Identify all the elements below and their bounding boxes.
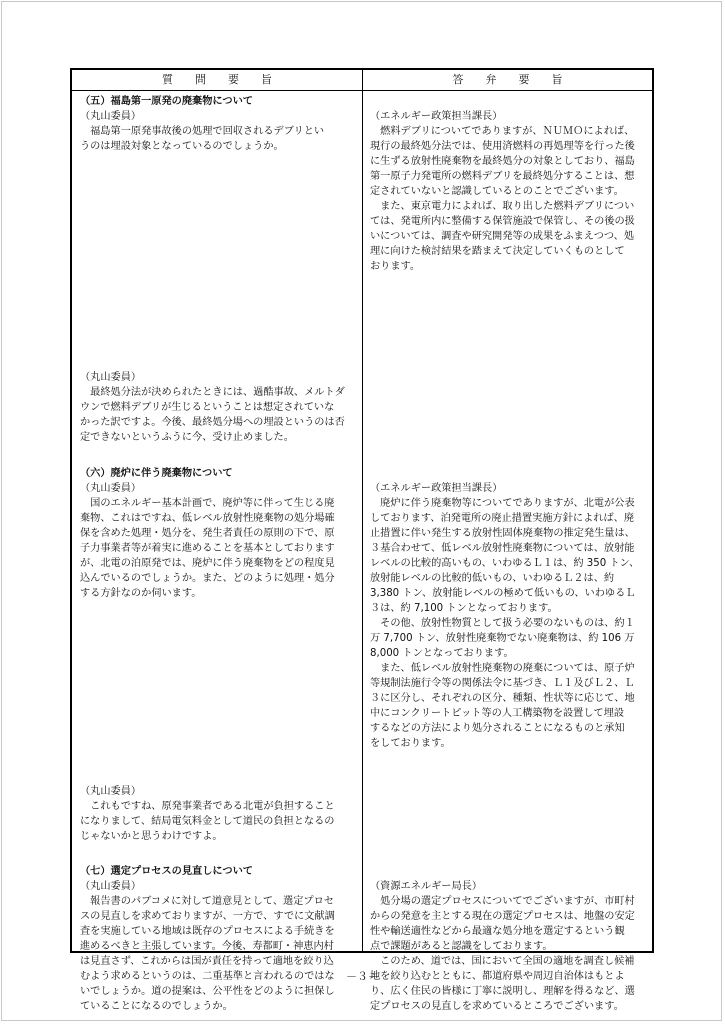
answer-line: 放射能レベルの比較的低いもの、いわゆるＬ２は、約: [370, 573, 615, 584]
section-heading: （五）福島第一原発の廃棄物について: [80, 96, 253, 107]
answer-line: 性や輸送適性などから最適な処分地を選定するという観: [370, 926, 625, 937]
answer-line: 燃料デブリについてでありますが、ＮＵＭＯによれば、: [370, 126, 635, 137]
qa-table: [70, 68, 654, 1012]
answer-block: [370, 481, 650, 751]
column-divider: [362, 70, 363, 951]
section-7: [80, 864, 354, 1014]
answer-line: 地を絞り込むとともに、都道府県や周辺自治体はもとよ: [370, 971, 625, 982]
answer-line: ３に区分し、それぞれの区分、種類、性状等に応じて、地: [370, 693, 635, 704]
answer-line: からの発意を主とする現在の選定プロセスは、地盤の安定: [370, 911, 635, 922]
question-line: する方針なのか伺います。: [80, 588, 202, 599]
answer-line: また、低レベル放射性廃棄物の廃棄については、原子炉: [370, 663, 635, 674]
answer-line: その他、放射性物質として扱う必要のないものは、約１: [370, 618, 635, 629]
question-block: [80, 370, 354, 445]
answer-line: 8,000 トンとなっております。: [370, 648, 514, 659]
speaker-label: （丸山委員）: [80, 483, 142, 494]
question-line: 国のエネルギー基本計画で、廃炉等に伴って生じる廃: [80, 498, 335, 509]
answer-line: ては、発電所内に整備する保管施設で保管し、その後の扱: [370, 216, 635, 227]
answer-line: いについては、調査や研究開発等の成果をふまえつつ、処: [370, 231, 635, 242]
answer-line: 3,380 トン、放射能レベルの極めて低いもの、いわゆるＬ: [370, 588, 636, 599]
answer-line: 処分場の選定プロセスについてでございますが、市町村: [370, 896, 635, 907]
section-6: [80, 466, 354, 601]
question-line: 査を実施している地域は既存のプロセスによる手続きを: [80, 926, 335, 937]
question-line: じゃないかと思うわけですよ。: [80, 831, 223, 842]
question-line: が、北電の泊原発では、廃炉に伴う廃棄物をどの程度見: [80, 558, 335, 569]
question-line: ていることになるのでしょうか。: [80, 1001, 233, 1012]
answer-column-header: 答 弁 要 旨: [452, 73, 563, 86]
speaker-label: （エネルギー政策担当課長）: [370, 111, 503, 122]
question-block: [80, 784, 354, 844]
question-line: スの見直しを求めておりますが、一方で、すでに文献調: [80, 911, 335, 922]
question-line: になりまして、結局電気料金として道民の負担となるの: [80, 816, 335, 827]
question-line: うのは埋設対象となっているのでしょうか。: [80, 141, 284, 152]
answer-line: 点で課題があると認識をしております。: [370, 941, 553, 952]
speaker-label: （資源エネルギー局長）: [370, 881, 483, 892]
answer-block: [370, 109, 650, 274]
question-line: むよう求めるというのは、二重基準と言われるのではな: [80, 971, 335, 982]
answer-line: 中にコンクリートピット等の人工構築物を設置して埋設: [370, 708, 625, 719]
section-heading: （六）廃炉に伴う廃棄物について: [80, 468, 233, 479]
question-line: かった訳ですよ。今後、最終処分場への埋設というのは否: [80, 417, 345, 428]
answer-line: また、東京電力によれば、取り出した燃料デブリについ: [370, 201, 635, 212]
answer-line: 現行の最終処分法では、使用済燃料の再処理等を行った後: [370, 141, 635, 152]
answer-line: 第一原子力発電所の燃料デブリを最終処分することは、想: [370, 171, 635, 182]
question-line: 進めるべきと主張しています。今後、寿都町・神恵内村: [80, 941, 334, 952]
question-line: 込んでいるのでしょうか。また、どのように処理・処分: [80, 573, 335, 584]
section-heading: （七）選定プロセスの見直しについて: [80, 866, 253, 877]
answer-line: するなどの方法により処分されることになるものと承知: [370, 723, 625, 734]
answer-line: に生ずる放射性廃棄物を最終処分の対象としており、福島: [370, 156, 635, 167]
speaker-label: （丸山委員）: [80, 111, 142, 122]
answer-line: おります。: [370, 261, 421, 272]
answer-line: ３は、約 7,100 トンとなっております。: [370, 603, 558, 614]
question-line: 定できないというふうに今、受け止めました。: [80, 432, 294, 443]
speaker-label: （丸山委員）: [80, 372, 142, 383]
speaker-label: （エネルギー政策担当課長）: [370, 483, 503, 494]
answer-line: ３基合わせて、低レベル放射性廃棄物については、放射能: [370, 543, 635, 554]
question-line: ウンで燃料デブリが生じるということは想定されていな: [80, 402, 335, 413]
answer-line: をしております。: [370, 738, 451, 749]
answer-line: 定されていないと認識しているとのことでございます。: [370, 186, 624, 197]
page-number: －３－: [346, 970, 379, 983]
section-5: [80, 94, 354, 154]
question-line: 報告書のパブコメに対して道意見として、選定プロセ: [80, 896, 334, 907]
answer-line: 止措置に伴い発生する放射性固体廃棄物の推定発生量は、: [370, 528, 635, 539]
answer-line: レベルの比較的高いもの、いわゆるＬ１は、約 350 トン、: [370, 558, 640, 569]
question-line: これもですね、原発事業者である北電が負担すること: [80, 801, 335, 812]
speaker-label: （丸山委員）: [80, 786, 142, 797]
speaker-label: （丸山委員）: [80, 881, 142, 892]
answer-line: 理に向けた検討結果を踏まえて決定していくものとして: [370, 246, 625, 257]
answer-line: 等規制法施行令等の関係法令に基づき、Ｌ１及びＬ２、Ｌ: [370, 678, 635, 689]
question-line: いでしょうか。道の提案は、公平性をどのように担保し: [80, 986, 335, 997]
question-column-header: 質 問 要 旨: [162, 73, 272, 86]
question-line: は見直さず、これからは国が責任を持って適地を絞り込: [80, 956, 334, 967]
question-line: 保を含めた処理・処分を、発生者責任の原則の下で、原: [80, 528, 335, 539]
question-line: 棄物、これはですね、低レベル放射性廃棄物の処分場確: [80, 513, 335, 524]
answer-line: 廃炉に伴う廃棄物等についてでありますが、北電が公表: [370, 498, 635, 509]
question-line: 子力事業者等が着実に進めることを基本としております: [80, 543, 335, 554]
answer-line: 万 7,700 トン、放射性廃棄物でない廃棄物は、約 106 万: [370, 633, 635, 644]
answer-line: しております、泊発電所の廃止措置実施方針によれば、廃: [370, 513, 635, 524]
question-line: 福島第一原発事故後の処理で回収されるデブリとい: [80, 126, 325, 137]
answer-line: このため、道では、国において全国の適地を調査し候補: [370, 956, 635, 967]
answer-line: 定プロセスの見直しを求めているところでございます。: [370, 1001, 624, 1012]
header-divider: [72, 90, 652, 91]
question-line: 最終処分法が決められたときには、過酷事故、メルトダ: [80, 387, 345, 398]
answer-line: り、広く住民の皆様に丁寧に説明し、理解を得るなど、選: [370, 986, 635, 997]
answer-block: [370, 879, 650, 1014]
